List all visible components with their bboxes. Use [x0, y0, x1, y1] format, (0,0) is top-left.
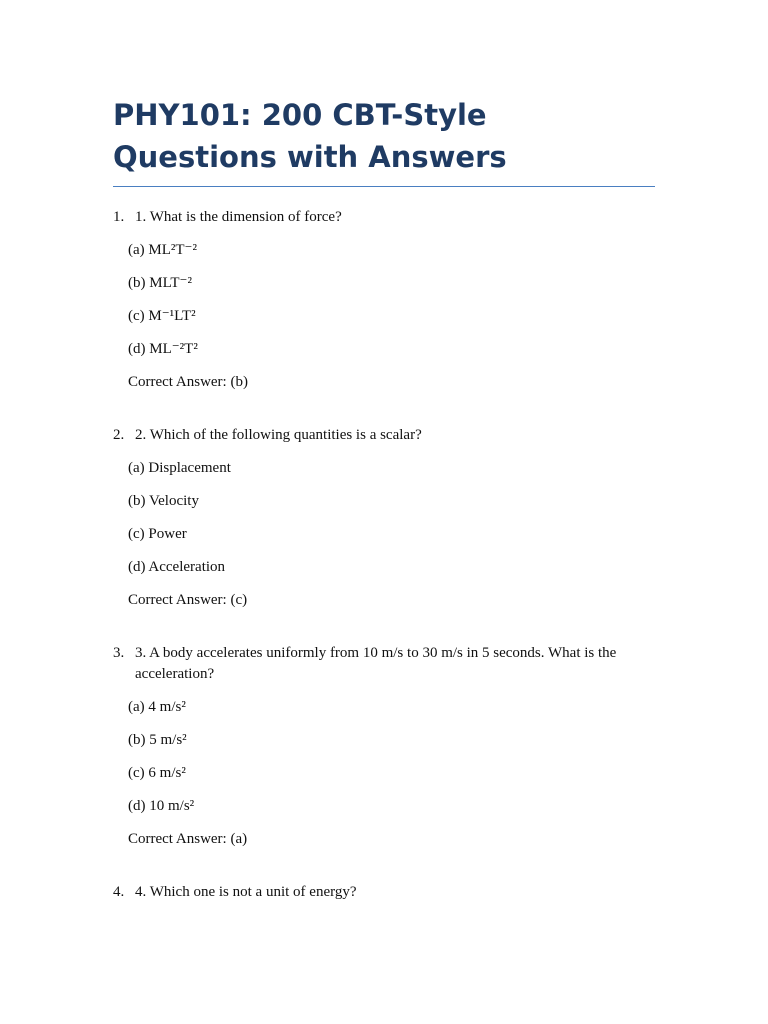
question-2 [113, 425, 655, 611]
question-stem [113, 882, 655, 903]
document-title: PHY101: 200 CBT-Style Questions with Answers [113, 94, 655, 187]
question-text: 4. Which one is not a unit of energy? [135, 884, 357, 900]
option-b: (b) Velocity [128, 493, 199, 509]
question-4 [113, 882, 655, 903]
question-stem [113, 207, 655, 228]
question-number: 2. [113, 427, 125, 443]
question-number: 3. [113, 645, 125, 661]
option-b: (b) MLT⁻² [128, 275, 192, 291]
option-d: (d) Acceleration [128, 559, 226, 575]
question-number: 4. [113, 884, 125, 900]
question-list [113, 207, 655, 903]
question-stem [113, 643, 655, 685]
option-a: (a) 4 m/s² [128, 699, 186, 715]
question-1 [113, 207, 655, 393]
question-stem [113, 425, 655, 446]
question-number: 1. [113, 209, 125, 225]
option-b: (b) 5 m/s² [128, 732, 187, 748]
correct-answer: Correct Answer: (c) [128, 592, 248, 608]
option-d: (d) ML⁻²T² [128, 341, 198, 357]
question-text: 1. What is the dimension of force? [135, 209, 342, 225]
correct-answer: Correct Answer: (b) [128, 374, 248, 390]
option-c: (c) 6 m/s² [128, 765, 186, 781]
correct-answer: Correct Answer: (a) [128, 831, 248, 847]
question-text: 2. Which of the following quantities is a scalar? [135, 427, 422, 443]
option-c: (c) M⁻¹LT² [128, 308, 196, 324]
option-c: (c) Power [128, 526, 187, 542]
option-a: (a) Displacement [128, 460, 231, 476]
question-text: 3. A body accelerates uniformly from 10 m/s to 30 m/s in 5 seconds. What is the acceleration? [135, 645, 617, 682]
document-page [113, 94, 655, 935]
question-3 [113, 643, 655, 850]
option-d: (d) 10 m/s² [128, 798, 195, 814]
option-a: (a) ML²T⁻² [128, 242, 197, 258]
